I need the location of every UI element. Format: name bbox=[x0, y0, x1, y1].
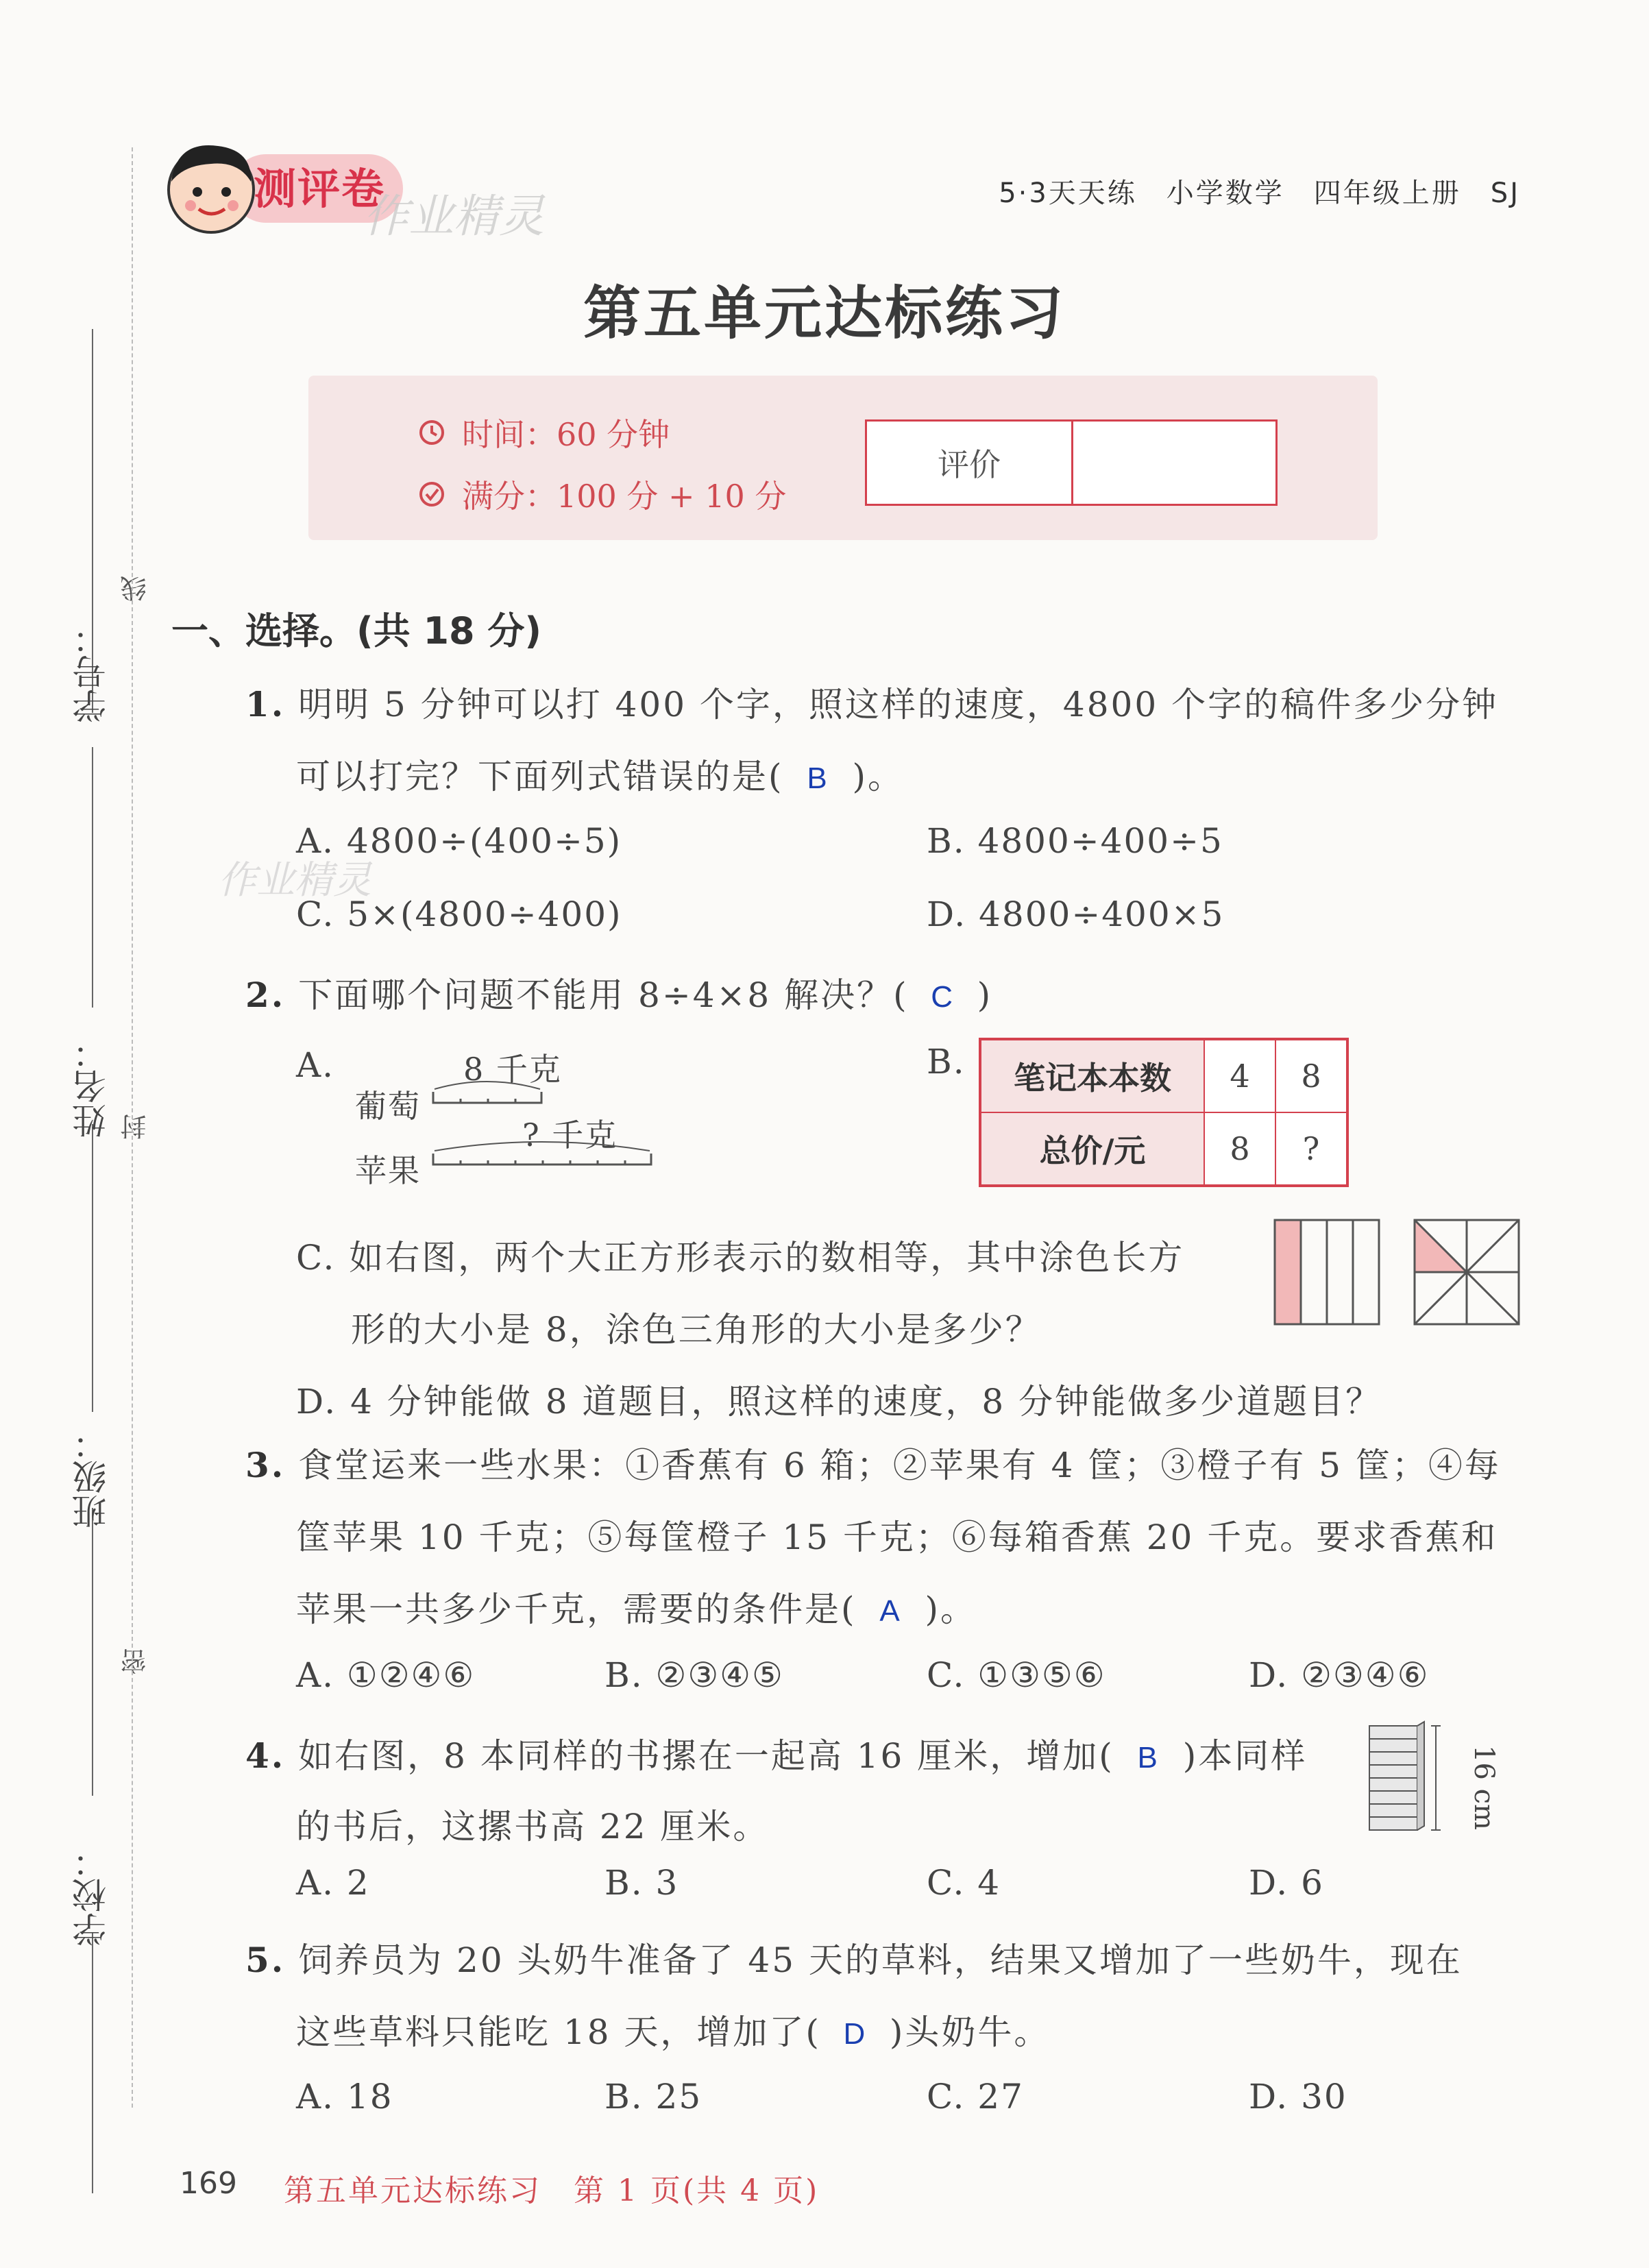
q5-stem-end: )头奶牛。 bbox=[889, 2012, 1051, 2052]
q2-a-apple-value: ? 千克 bbox=[522, 1117, 618, 1154]
q2-option-b-table bbox=[979, 1038, 1349, 1187]
q2-a-grape-value: 8 千克 bbox=[463, 1051, 562, 1088]
q5-option-b[interactable]: B. 25 bbox=[604, 2077, 703, 2117]
q1-line1 bbox=[245, 677, 1498, 727]
q1-stem: 可以打完？下面列式错误的是( bbox=[296, 757, 784, 796]
binding-mark: 封 bbox=[121, 1114, 151, 1140]
q4-line1 bbox=[245, 1729, 1307, 1778]
field-class: 班级： bbox=[72, 1426, 112, 1528]
q1-option-d[interactable]: D. 4800÷400×5 bbox=[927, 894, 1225, 934]
q4-number: 4. bbox=[245, 1735, 286, 1776]
time-line bbox=[418, 410, 670, 455]
binding-line bbox=[92, 1933, 93, 2193]
table-cell: 笔记本本数 bbox=[980, 1039, 1204, 1112]
q2-option-c[interactable]: C. 如右图，两个大正方形表示的数相等，其中涂色长方 bbox=[296, 1238, 1185, 1278]
table-row bbox=[980, 1039, 1347, 1112]
page-number: 169 bbox=[180, 2166, 237, 2201]
badge-label: 测评卷 bbox=[254, 164, 386, 214]
q5-stem: 这些草料只能吃 18 天，增加了( bbox=[296, 2012, 821, 2052]
q3-line2: 筐苹果 10 千克；⑤每筐橙子 15 千克；⑥每箱香蕉 20 千克。要求香蕉和 bbox=[296, 1517, 1498, 1557]
q5-line1 bbox=[245, 1933, 1463, 1982]
q5-answer[interactable]: D bbox=[843, 2017, 868, 2051]
q3-line1 bbox=[245, 1438, 1501, 1487]
table-row bbox=[980, 1112, 1347, 1186]
q3-line3 bbox=[296, 1582, 977, 1631]
q2-a-grape-label: 葡萄 bbox=[355, 1088, 421, 1125]
table-cell: 8 bbox=[1204, 1112, 1275, 1186]
field-school: 学校： bbox=[72, 1844, 112, 1947]
series-info: 5·3天天练 小学数学 四年级上册 SJ bbox=[999, 178, 1520, 209]
q2-option-d[interactable]: D. 4 分钟能做 8 道题目，照这样的速度，8 分钟能做多少道题目？ bbox=[296, 1382, 1382, 1422]
q2-stem: 下面哪个问题不能用 8÷4×8 解决？( bbox=[298, 975, 909, 1015]
binding-line bbox=[92, 1508, 93, 1796]
segment-diagram bbox=[432, 1080, 665, 1182]
q3-stem-end: )。 bbox=[925, 1589, 977, 1629]
q1-line2 bbox=[296, 749, 904, 798]
book-height-label: 16 cm bbox=[1468, 1745, 1500, 1830]
clock-icon bbox=[418, 419, 445, 446]
table-cell: 8 bbox=[1275, 1039, 1347, 1112]
footer-text: 第五单元达标练习 第 1 页(共 4 页) bbox=[284, 2173, 820, 2208]
q2-option-b-label[interactable]: B. bbox=[927, 1042, 966, 1082]
q2-stem-end: ) bbox=[977, 975, 993, 1015]
q5-option-d[interactable]: D. 30 bbox=[1249, 2077, 1347, 2117]
binding-mark: 线 bbox=[121, 576, 151, 602]
q4-answer[interactable]: B bbox=[1137, 1741, 1160, 1775]
q1-number: 1. bbox=[245, 684, 286, 724]
squares-figure bbox=[1273, 1219, 1520, 1327]
q3-option-b[interactable]: B. ②③④⑤ bbox=[604, 1655, 784, 1695]
q1-option-c[interactable]: C. 5×(4800÷400) bbox=[296, 894, 622, 934]
section-heading: 一、选择。(共 18 分) bbox=[171, 609, 542, 653]
q4-option-b[interactable]: B. 3 bbox=[604, 1863, 679, 1903]
q1-answer[interactable]: B bbox=[807, 761, 829, 795]
watermark: 作业精灵 bbox=[218, 858, 371, 903]
q1-option-b[interactable]: B. 4800÷400÷5 bbox=[927, 821, 1223, 861]
binding-mark: 密 bbox=[121, 1648, 151, 1674]
q5-number: 5. bbox=[245, 1940, 286, 1980]
evaluation-label: 评价 bbox=[867, 422, 1073, 504]
cut-line bbox=[132, 147, 133, 2108]
field-name: 姓名： bbox=[72, 1035, 112, 1138]
q3-answer[interactable]: A bbox=[879, 1594, 902, 1628]
evaluation-value[interactable] bbox=[1073, 422, 1275, 504]
book-stack-figure bbox=[1364, 1719, 1453, 1849]
q5-text: 饲养员为 20 头奶牛准备了 45 天的草料，结果又增加了一些奶牛，现在 bbox=[298, 1940, 1463, 1980]
table-cell: 4 bbox=[1204, 1039, 1275, 1112]
table-cell: 总价/元 bbox=[980, 1112, 1204, 1186]
score-text: 满分：100 分 + 10 分 bbox=[462, 478, 787, 515]
q3-number: 3. bbox=[245, 1445, 286, 1485]
binding-line bbox=[92, 747, 93, 1008]
table-cell: ? bbox=[1275, 1112, 1347, 1186]
watermark: 作业精灵 bbox=[363, 190, 544, 243]
q2-answer[interactable]: C bbox=[931, 980, 955, 1014]
q4-stem: 如右图，8 本同样的书摞在一起高 16 厘米，增加( bbox=[298, 1736, 1114, 1776]
binding-line bbox=[92, 1124, 93, 1412]
q1-stem-end: )。 bbox=[852, 757, 905, 796]
q3-option-c[interactable]: C. ①③⑤⑥ bbox=[927, 1655, 1106, 1695]
q5-option-c[interactable]: C. 27 bbox=[927, 2077, 1024, 2117]
check-icon bbox=[418, 480, 445, 508]
q1-option-a[interactable]: A. 4800÷(400÷5) bbox=[296, 821, 622, 861]
q4-option-a[interactable]: A. 2 bbox=[296, 1863, 370, 1903]
q4-stem-end: )本同样 bbox=[1182, 1736, 1308, 1776]
q4-option-d[interactable]: D. 6 bbox=[1249, 1863, 1324, 1903]
q3-option-d[interactable]: D. ②③④⑥ bbox=[1249, 1655, 1430, 1695]
evaluation-box bbox=[865, 419, 1278, 506]
q4-option-c[interactable]: C. 4 bbox=[927, 1863, 1001, 1903]
score-line bbox=[418, 472, 786, 517]
q2-option-a-label[interactable]: A. bbox=[296, 1045, 335, 1085]
time-text: 时间：60 分钟 bbox=[462, 416, 670, 453]
q2-option-c-cont: 形的大小是 8，涂色三角形的大小是多少？ bbox=[351, 1310, 1042, 1350]
q2-a-apple-label: 苹果 bbox=[355, 1152, 421, 1189]
q5-line2 bbox=[296, 2005, 1050, 2054]
q3-option-a[interactable]: A. ①②④⑥ bbox=[296, 1655, 476, 1695]
q3-text: 食堂运来一些水果：①香蕉有 6 箱；②苹果有 4 筐；③橙子有 5 筐；④每 bbox=[298, 1446, 1501, 1485]
q1-text: 明明 5 分钟可以打 400 个字，照这样的速度，4800 个字的稿件多少分钟 bbox=[298, 685, 1499, 724]
q2-line1 bbox=[245, 968, 992, 1017]
field-student-id: 学号： bbox=[72, 620, 112, 723]
page-title: 第五单元达标练习 bbox=[583, 279, 1066, 347]
q3-stem: 苹果一共多少千克，需要的条件是( bbox=[296, 1589, 857, 1629]
q5-option-a[interactable]: A. 18 bbox=[296, 2077, 393, 2117]
q2-number: 2. bbox=[245, 975, 286, 1015]
q4-line2: 的书后，这摞书高 22 厘米。 bbox=[296, 1807, 770, 1846]
